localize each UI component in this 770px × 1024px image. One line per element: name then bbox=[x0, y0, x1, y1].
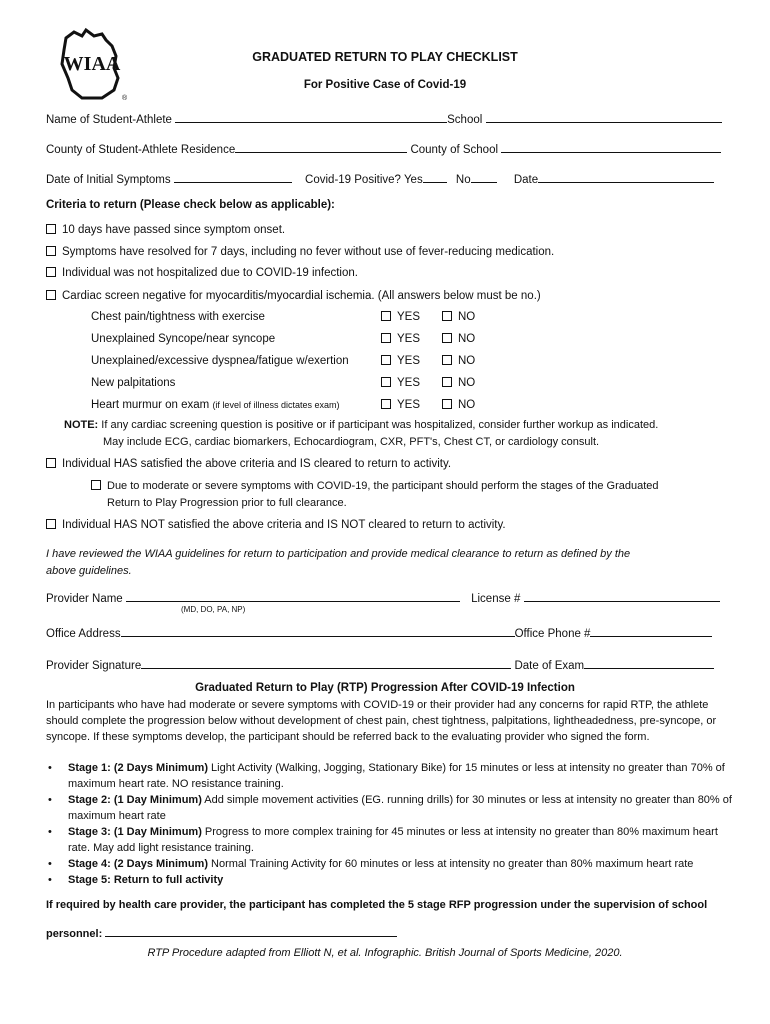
page-title: GRADUATED RETURN TO PLAY CHECKLIST bbox=[252, 50, 518, 64]
office-address-input[interactable] bbox=[121, 625, 515, 637]
signature-row bbox=[46, 657, 714, 672]
logo-text: WIAA bbox=[63, 53, 121, 75]
cardiac-yes: YES bbox=[381, 333, 420, 345]
checkbox[interactable] bbox=[442, 399, 452, 409]
supervision-input[interactable] bbox=[105, 925, 397, 937]
license-label: License # bbox=[471, 593, 521, 605]
checkbox[interactable] bbox=[442, 311, 452, 321]
rtp-heading: Graduated Return to Play (RTP) Progression After COVID-19 Infection bbox=[195, 682, 575, 694]
signature-input[interactable] bbox=[141, 657, 511, 669]
svg-text:®: ® bbox=[122, 95, 128, 102]
checkbox[interactable] bbox=[442, 333, 452, 343]
date-label: Date bbox=[513, 174, 539, 186]
supervision-label: personnel: bbox=[46, 928, 103, 940]
name-label: Name of Student-Athlete bbox=[46, 114, 172, 126]
cardiac-note-line2: May include ECG, cardiac biomarkers, Echocardiogram, CXR, PFT's, Chest CT, or cardiology consult. bbox=[103, 436, 600, 448]
list-item: • Stage 2: (1 Day Minimum) Add simple movement activities (EG. running drills) for 30 minutes or less at intensity no greater than 80% of maximum heart rate bbox=[46, 792, 736, 824]
county-school-label: County of School bbox=[410, 144, 499, 156]
date-symptoms-label: Date of Initial Symptoms bbox=[46, 174, 171, 186]
office-address-label: Office Address bbox=[46, 628, 121, 640]
cardiac-no: NO bbox=[442, 311, 475, 323]
checkbox[interactable] bbox=[46, 519, 56, 529]
checkbox[interactable] bbox=[46, 267, 56, 277]
cardiac-yes: YES bbox=[381, 355, 420, 367]
covid-no-input[interactable] bbox=[471, 171, 497, 183]
covid-no-label: No bbox=[455, 174, 471, 186]
cardiac-yes: YES bbox=[381, 311, 420, 323]
checkbox[interactable] bbox=[46, 246, 56, 256]
page-subtitle: For Positive Case of Covid-19 bbox=[303, 79, 467, 91]
rtp-stages bbox=[46, 760, 736, 888]
signature-label: Provider Signature bbox=[46, 660, 142, 672]
checkbox[interactable] bbox=[46, 290, 56, 300]
criteria-item-text: 10 days have passed since symptom onset. bbox=[62, 224, 286, 236]
criteria-item-text: Cardiac screen negative for myocarditis/myocardial ischemia. (All answers below must be no.) bbox=[62, 290, 541, 302]
county-school-input[interactable] bbox=[501, 141, 721, 153]
date-input[interactable] bbox=[538, 171, 714, 183]
list-item: • Stage 1: (2 Days Minimum) Light Activity (Walking, Jogging, Stationary Bike) for 15 minutes or less at intensity no greater than 70% of maximum heart rate. NO resistance training. bbox=[46, 760, 736, 792]
checkbox[interactable] bbox=[46, 224, 56, 234]
checkbox[interactable] bbox=[442, 377, 452, 387]
cardiac-question: Chest pain/tightness with exercise bbox=[91, 311, 265, 323]
cardiac-question: Heart murmur on exam (if level of illness dictates exam) bbox=[91, 399, 340, 411]
criteria-item-moderate: Due to moderate or severe symptoms with COVID-19, the participant should perform the stages of the Graduated bbox=[91, 480, 659, 492]
cardiac-note: NOTE: If any cardiac screening question is positive or if participant was hospitalized, consider further workup as indicated. bbox=[64, 419, 659, 431]
date-symptoms-input[interactable] bbox=[174, 171, 292, 183]
rtp-intro: In participants who have had moderate or severe symptoms with COVID-19 or their provider had any concerns for rapid RTP, the athlete should complete the progression below without development of chest pain, chest tightness, palpitations, lightheadedness, pre-syncope, or syncope. If these symptoms develop, the participant should be referred back to the evaluating provider who signed the form. bbox=[46, 699, 717, 743]
criteria-item-not-satisfied: Individual HAS NOT satisfied the above criteria and IS NOT cleared to return to activity. bbox=[46, 519, 506, 531]
school-input[interactable] bbox=[486, 111, 722, 123]
criteria-item bbox=[46, 224, 285, 236]
school-label: School bbox=[447, 114, 483, 126]
county-residence-input[interactable] bbox=[235, 141, 407, 153]
license-input[interactable] bbox=[524, 590, 720, 602]
date-exam-label: Date of Exam bbox=[514, 660, 585, 672]
wiaa-logo bbox=[52, 24, 132, 104]
provider-name-row bbox=[46, 590, 720, 605]
cardiac-no: NO bbox=[442, 333, 475, 345]
list-item: • Stage 5: Return to full activity bbox=[46, 872, 736, 888]
symptoms-field-row bbox=[46, 171, 714, 186]
office-phone-input[interactable] bbox=[590, 625, 712, 637]
criteria-item-text: Symptoms have resolved for 7 days, including no fever without use of fever-reducing medication. bbox=[62, 246, 555, 258]
criteria-item-text: Individual was not hospitalized due to COVID-19 infection. bbox=[62, 267, 358, 279]
cardiac-no: NO bbox=[442, 377, 475, 389]
covid-positive-label: Covid-19 Positive? bbox=[305, 174, 401, 186]
covid-yes-input[interactable] bbox=[423, 171, 447, 183]
checkbox[interactable] bbox=[46, 458, 56, 468]
cardiac-question: New palpitations bbox=[91, 377, 176, 389]
attestation-line1: I have reviewed the WIAA guidelines for return to participation and provide medical clearance to return as defined by the bbox=[46, 548, 631, 560]
criteria-item-satisfied: Individual HAS satisfied the above criteria and IS cleared to return to activity. bbox=[46, 458, 451, 470]
provider-credentials: (MD, DO, PA, NP) bbox=[181, 605, 246, 614]
date-exam-input[interactable] bbox=[584, 657, 714, 669]
supervision-line1: If required by health care provider, the participant has completed the 5 stage RFP progression under the supervision of school bbox=[46, 899, 708, 911]
cardiac-yes: YES bbox=[381, 399, 420, 411]
checkbox[interactable] bbox=[442, 355, 452, 365]
office-phone-label: Office Phone # bbox=[514, 628, 591, 640]
attestation-line2: above guidelines. bbox=[46, 565, 132, 577]
name-input[interactable] bbox=[175, 111, 447, 123]
office-row bbox=[46, 625, 712, 640]
cardiac-yes: YES bbox=[381, 377, 420, 389]
list-item: • Stage 3: (1 Day Minimum) Progress to more complex training for 45 minutes or less at intensity no greater than 80% maximum heart rate. May add light resistance training. bbox=[46, 824, 736, 856]
criteria-item bbox=[46, 246, 554, 258]
supervision-row bbox=[46, 925, 397, 940]
citation: RTP Procedure adapted from Elliott N, et al. Infographic. British Journal of Sports Medicine, 2020. bbox=[147, 947, 623, 959]
covid-yes-label: Yes bbox=[403, 174, 423, 186]
cardiac-question: Unexplained/excessive dyspnea/fatigue w/exertion bbox=[91, 355, 349, 367]
criteria-item-moderate-line2: Return to Play Progression prior to full clearance. bbox=[107, 497, 347, 509]
cardiac-question: Unexplained Syncope/near syncope bbox=[91, 333, 276, 345]
checkbox[interactable] bbox=[381, 377, 391, 387]
criteria-heading: Criteria to return (Please check below as applicable): bbox=[46, 199, 335, 211]
checkbox[interactable] bbox=[381, 333, 391, 343]
cardiac-no: NO bbox=[442, 355, 475, 367]
checkbox[interactable] bbox=[381, 355, 391, 365]
checkbox[interactable] bbox=[381, 399, 391, 409]
provider-name-label: Provider Name bbox=[46, 593, 123, 605]
cardiac-no: NO bbox=[442, 399, 475, 411]
checkbox[interactable] bbox=[381, 311, 391, 321]
county-field-row bbox=[46, 141, 721, 156]
list-item: • Stage 4: (2 Days Minimum) Normal Training Activity for 60 minutes or less at intensity no greater than 80% maximum heart rate bbox=[46, 856, 736, 872]
county-residence-label: County of Student-Athlete Residence bbox=[46, 144, 236, 156]
criteria-item bbox=[46, 267, 358, 279]
name-field-row bbox=[46, 111, 722, 126]
provider-name-input[interactable] bbox=[126, 590, 460, 602]
checkbox[interactable] bbox=[91, 480, 101, 490]
criteria-item bbox=[46, 290, 541, 302]
